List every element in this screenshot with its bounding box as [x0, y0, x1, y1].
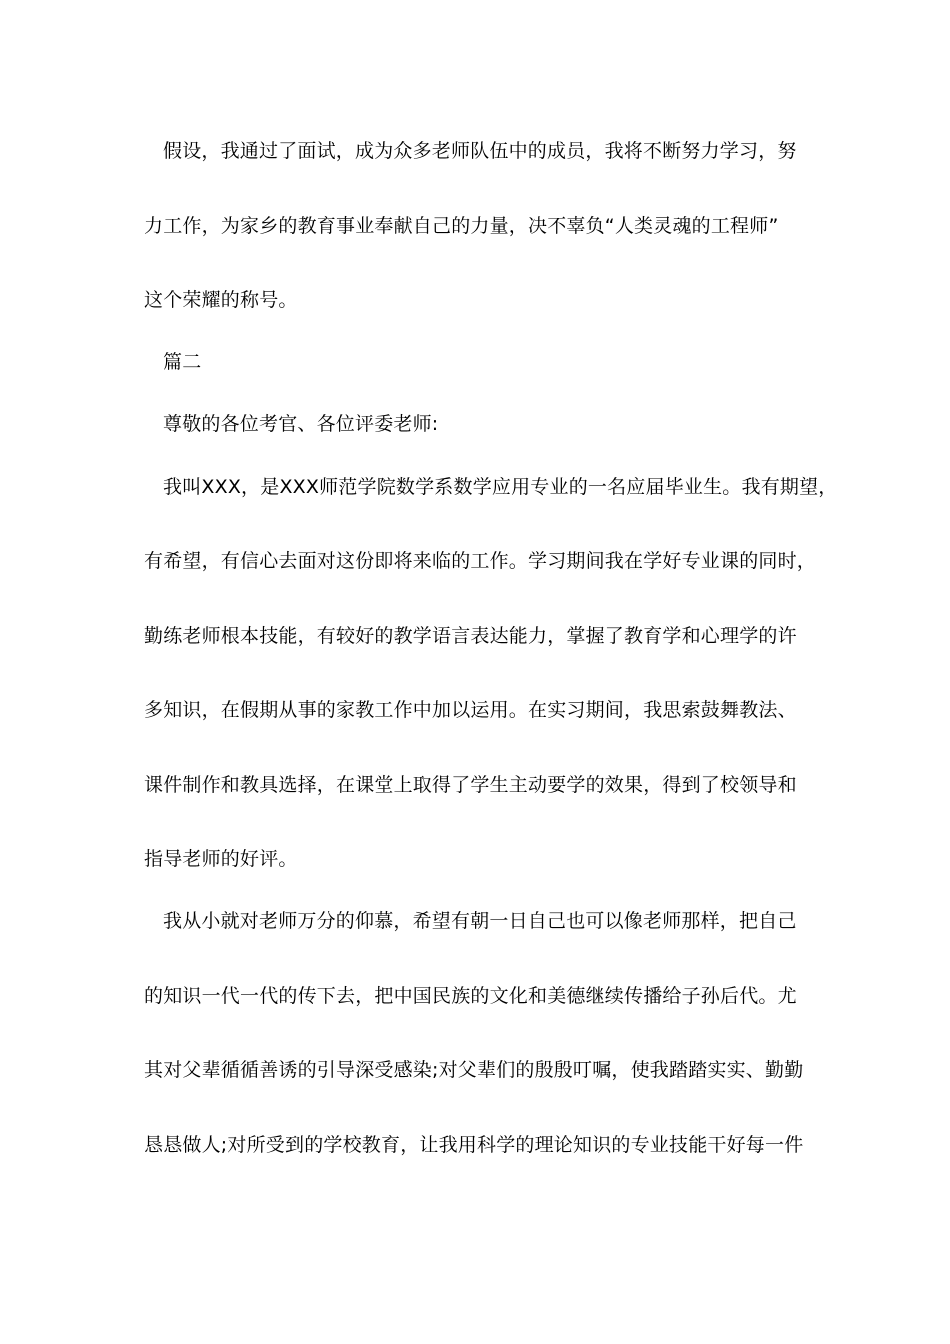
text-line: 课件制作和教具选择，在课堂上取得了学生主动要学的效果，得到了校领导和 [144, 774, 797, 796]
text-line: 勤练老师根本技能，有较好的教学语言表达能力，掌握了教育学和心理学的许 [144, 625, 797, 647]
text-line: 多知识，在假期从事的家教工作中加以运用。在实习期间，我思索鼓舞教法、 [144, 699, 797, 721]
text-line: 恳恳做人;对所受到的学校教育，让我用科学的理论知识的专业技能干好每一件 [144, 1134, 804, 1156]
text-line: 其对父辈循循善诱的引导深受感染;对父辈们的殷殷叮嘱，使我踏踏实实、勤勤 [144, 1059, 804, 1081]
text-line: 这个荣耀的称号。 [144, 289, 298, 311]
text-line: 指导老师的好评。 [144, 848, 298, 870]
text-line: 我从小就对老师万分的仰慕，希望有朝一日自己也可以像老师那样，把自己 [163, 910, 797, 932]
text-line: 有希望，有信心去面对这份即将来临的工作。学习期间我在学好专业课的同时， [144, 550, 817, 572]
text-line: 的知识一代一代的传下去，把中国民族的文化和美德继续传播给子孙后代。尤 [144, 985, 797, 1007]
section-heading: 篇二 [163, 351, 202, 373]
salutation: 尊敬的各位考官、各位评委老师: [163, 413, 439, 435]
text-line: 力工作，为家乡的教育事业奉献自己的力量，决不辜负“人类灵魂的工程师” [144, 215, 779, 237]
text-line: 我叫XXX，是XXX师范学院数学系数学应用专业的一名应届毕业生。我有期望， [163, 476, 838, 498]
text-line: 假设，我通过了面试，成为众多老师队伍中的成员，我将不断努力学习，努 [163, 140, 797, 162]
